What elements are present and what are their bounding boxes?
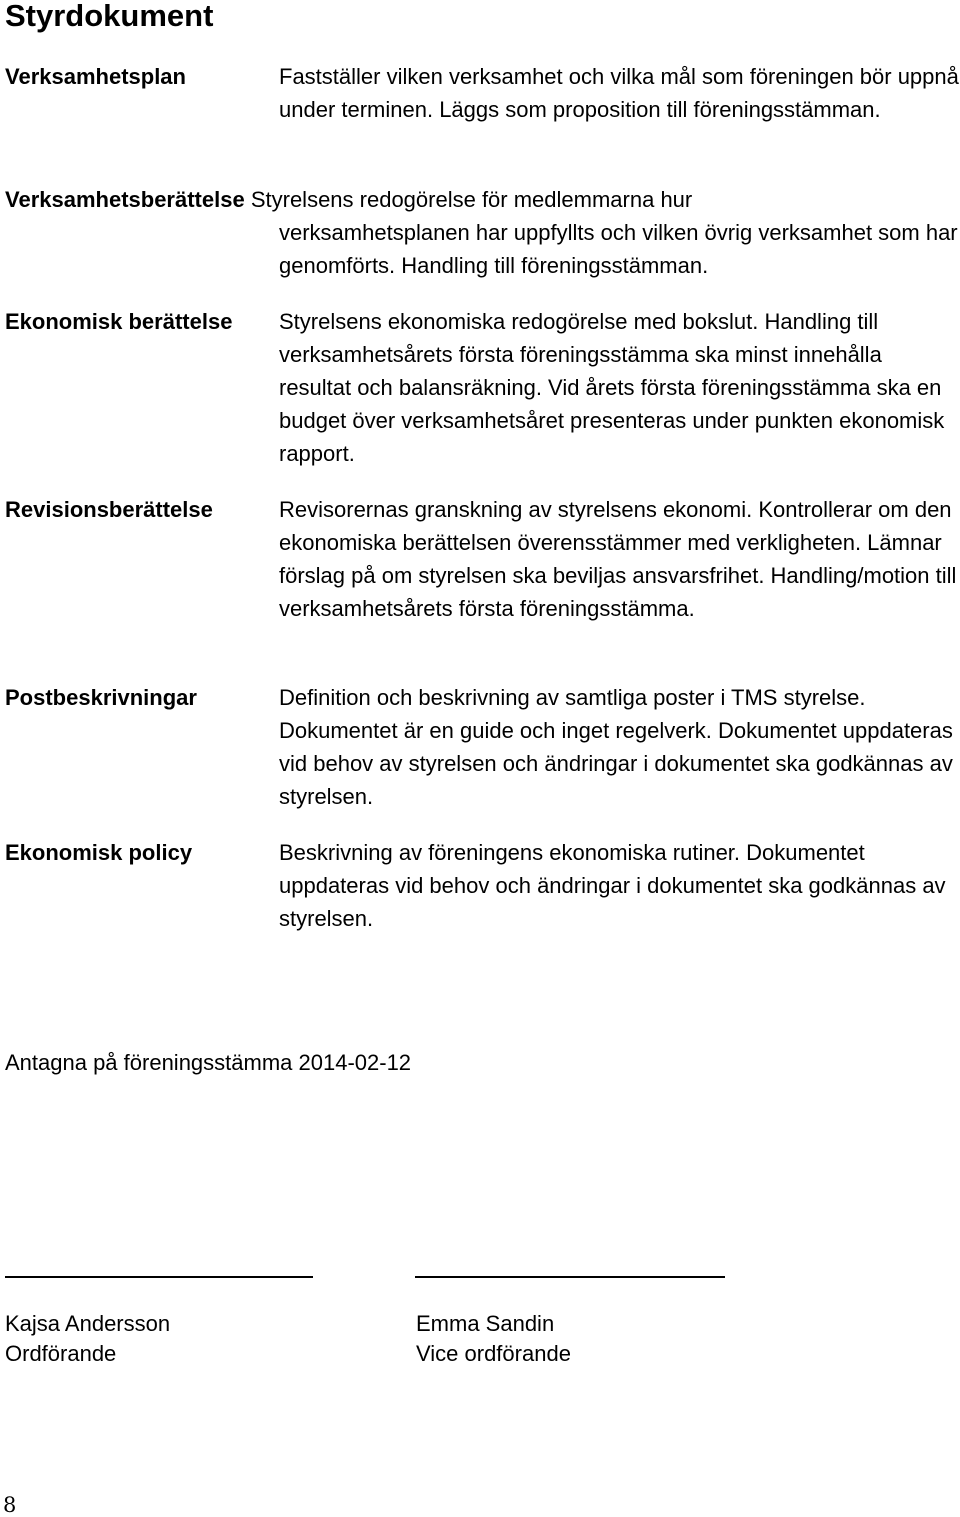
- adoption-date: Antagna på föreningsstämma 2014-02-12: [5, 1050, 412, 1075]
- term-verksamhetsberattelse: Verksamhetsberättelse: [5, 187, 245, 212]
- description-verksamhetsplan: Fastställer vilken verksamhet och vilka mål som föreningen bör uppnå under terminen. Läggs som proposition till föreningsstämman.: [279, 64, 959, 122]
- description-ekonomisk-policy: Beskrivning av föreningens ekonomiska rutiner. Dokumentet uppdateras vid behov och ändringar i dokumentet ska godkännas av styrelsen.: [279, 840, 946, 931]
- page-number: 8: [3, 1493, 17, 1517]
- signature-line-right: [415, 1276, 725, 1278]
- signatory-name-left: Kajsa Andersson: [5, 1311, 171, 1336]
- term-verksamhetsplan: Verksamhetsplan: [5, 64, 186, 89]
- description-verksamhetsberattelse: verksamhetsplanen har uppfyllts och vilken övrig verksamhet som har genomförts. Handling till föreningsstämman.: [279, 220, 958, 278]
- signatory-name-right: Emma Sandin: [416, 1311, 555, 1336]
- signatory-role-left: Ordförande: [5, 1341, 117, 1366]
- term-revisionsberattelse: Revisionsberättelse: [5, 497, 213, 522]
- entry-verksamhetsberattelse-first-line: [5, 183, 945, 216]
- description-revisionsberattelse: Revisorernas granskning av styrelsens ekonomi. Kontrollerar om den ekonomiska berättelsen överensstämmer med verkligheten. Lämnar förslag på om styrelsen ska beviljas ansvarsfrihet. Handling/motion till verksamhetsårets första föreningsstämma.: [279, 497, 957, 621]
- signature-line-left: [5, 1276, 313, 1278]
- description-postbeskrivningar: Definition och beskrivning av samtliga poster i TMS styrelse. Dokumentet är en guide och inget regelverk. Dokumentet uppdateras vid behov av styrelsen och ändringar i dokumentet ska godkännas av styrelsen.: [279, 685, 953, 809]
- description-ekonomisk-berattelse: Styrelsens ekonomiska redogörelse med bokslut. Handling till verksamhetsårets första föreningsstämma ska minst innehålla resultat och balansräkning. Vid årets första föreningsstämma ska en budget över verksamhetsåret presenteras under punkten ekonomisk rapport.: [279, 309, 945, 466]
- term-postbeskrivningar: Postbeskrivningar: [5, 685, 197, 710]
- description-verksamhetsberattelse-start: Styrelsens redogörelse för medlemmarna hur: [250, 187, 693, 212]
- page-title: Styrdokument: [5, 0, 214, 33]
- signatory-role-right: Vice ordförande: [416, 1341, 571, 1366]
- term-ekonomisk-policy: Ekonomisk policy: [5, 840, 193, 865]
- term-ekonomisk-berattelse: Ekonomisk berättelse: [5, 309, 233, 334]
